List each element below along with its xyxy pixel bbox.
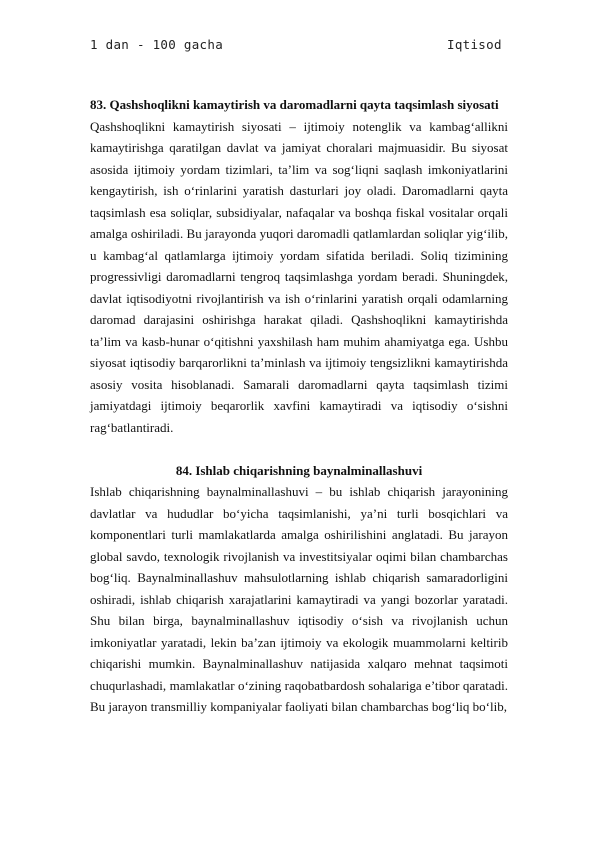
section-84-body: Ishlab chiqarishning baynalminallashuvi – bu ishlab chiqarish jarayonining davlatlar va hududlar bo‘yicha taqsimlanishi, ya’ni turli bosqichlari va komponentlari turli mamlakatlarda amalga oshirilishini anglatadi. Bu jarayon global savdo, texnologik rivojlanish va investitsiyalar oqimi bilan chambarchas bog‘liq. Baynalminallashuv mahsulotlarning ishlab chiqarish samaradorligini oshiradi, ishlab chiqarish xarajatlarini kamaytiradi va yangi bozorlar yaratadi. Shu bilan birga, baynalminallashuv iqtisodiy o‘sish va rivojlanish uchun imkoniyatlar yaratadi, lekin ba’zan ijtimoiy va ekologik muammolarni keltirib chiqarishi mumkin. Baynalminallashuv natijasida xalqaro mehnat taqsimoti chuqurlashadi, mamlakatlar o‘zining raqobatbardosh sohalariga e’tibor qaratadi. Bu jarayon transmilliy kompaniyalar faoliyati bilan chambarchas bog‘liq bo‘lib,	[90, 484, 508, 714]
section-83-body: Qashshoqlikni kamaytirish siyosati – ijtimoiy notenglik va kambag‘allikni kamaytirishga qaratilgan davlat va jamiyat choralari majmuasidir. Bu siyosat asosida ijtimoiy yordam tizimlari, ta’lim va sog‘liqni saqlash imkoniyatlarini kengaytirish, ish o‘rinlarini yaratish dasturlari joy oladi. Daromadlarni qayta taqsimlash esa soliqlar, subsidiyalar, nafaqalar va boshqa fiskal vositalar orqali amalga oshiriladi. Bu jarayonda yuqori daromadli qatlamlardan soliqlar yig‘ilib, u kambag‘al qatlamlarga ijtimoiy yordam sifatida beriladi. Soliq tizimining progressivligi daromadlarni tengroq taqsimlashga yordam beradi. Shuningdek, davlat iqtisodiyotni rivojlantirish va ish o‘rinlarini yaratish orqali odamlarning daromad darajasini oshirishga harakat qiladi. Qashshoqlikni kamaytirishda ta’lim va kasb-hunar o‘qitishni yaxshilash ham muhim ahamiyatga ega. Ushbu siyosat iqtisodiy barqarorlikni ta’minlash va ijtimoiy tengsizlikni kamaytirishda asosiy vosita hisoblanadi. Samarali daromadlarni qayta taqsimlash tizimi jamiyatdagi ijtimoiy beqarorlik xavfini kamaytiradi va iqtisodiy o‘sishni rag‘batlantiradi.	[90, 118, 508, 435]
header-range-label: 1 dan - 100 gacha	[90, 37, 224, 52]
header-subject-label: Iqtisod	[447, 37, 502, 52]
section-spacer	[90, 438, 508, 460]
section-84-title: 84. Ishlab chiqarishning baynalminallashuvi	[175, 462, 423, 478]
document-body	[90, 94, 508, 718]
page-header	[90, 37, 510, 57]
section-83-title: 83. Qashshoqlikni kamaytirish va daromadlarni qayta taqsimlash siyosati	[90, 97, 499, 112]
